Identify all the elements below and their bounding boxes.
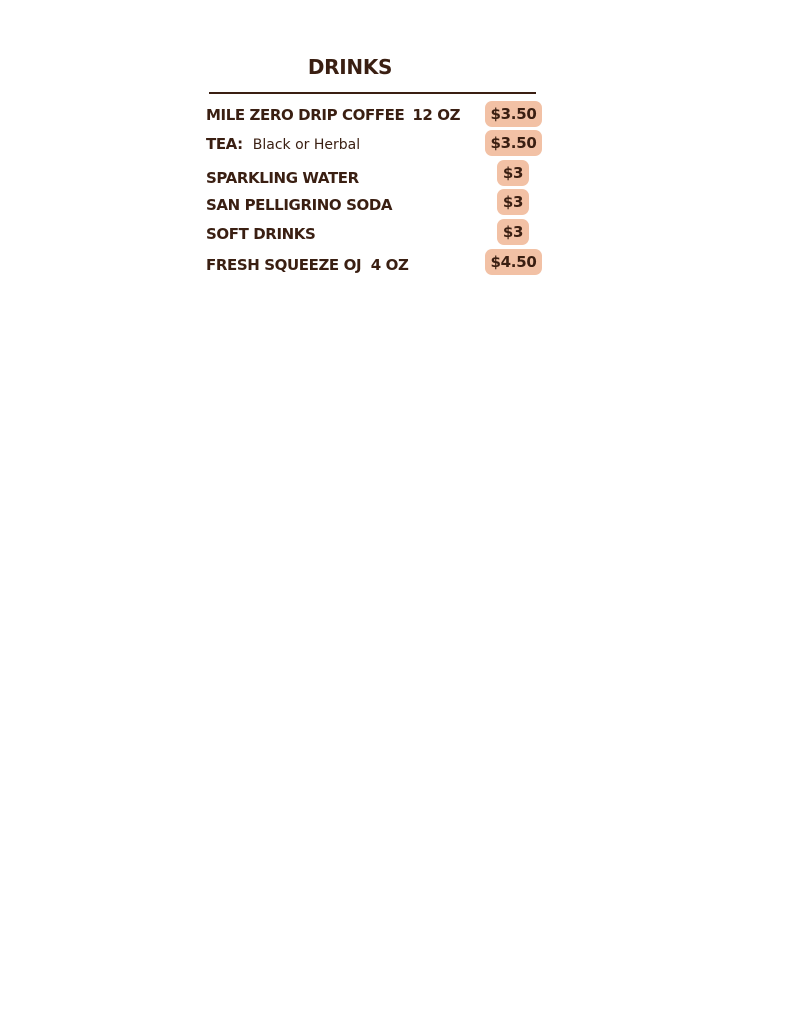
price-badge: $3 — [497, 219, 529, 245]
item-name: MILE ZERO DRIP COFFEE — [206, 106, 405, 124]
menu-title: DRINKS — [307, 55, 393, 79]
menu-item-san-pelligrino — [206, 195, 392, 215]
price-badge: $3 — [497, 160, 529, 186]
price-badge: $3 — [497, 189, 529, 215]
item-note: Black or Herbal — [252, 137, 361, 153]
item-name: SAN PELLIGRINO SODA — [206, 196, 393, 214]
item-name: SOFT DRINKS — [206, 225, 316, 243]
item-name: TEA: — [206, 135, 243, 153]
price-badge: $3.50 — [485, 130, 542, 156]
item-name: SPARKLING WATER — [206, 169, 359, 187]
menu-item-drip-coffee — [206, 105, 460, 125]
drinks-menu — [0, 0, 791, 300]
price-badge: $3.50 — [485, 101, 542, 127]
item-size: 12 OZ — [412, 106, 461, 124]
menu-item-sparkling-water — [206, 168, 359, 188]
menu-item-fresh-oj — [206, 255, 408, 275]
menu-item-tea — [206, 134, 360, 155]
item-name: FRESH SQUEEZE OJ 4 OZ — [206, 256, 409, 274]
title-divider — [209, 92, 536, 94]
menu-item-soft-drinks — [206, 224, 315, 244]
price-badge: $4.50 — [485, 249, 542, 275]
